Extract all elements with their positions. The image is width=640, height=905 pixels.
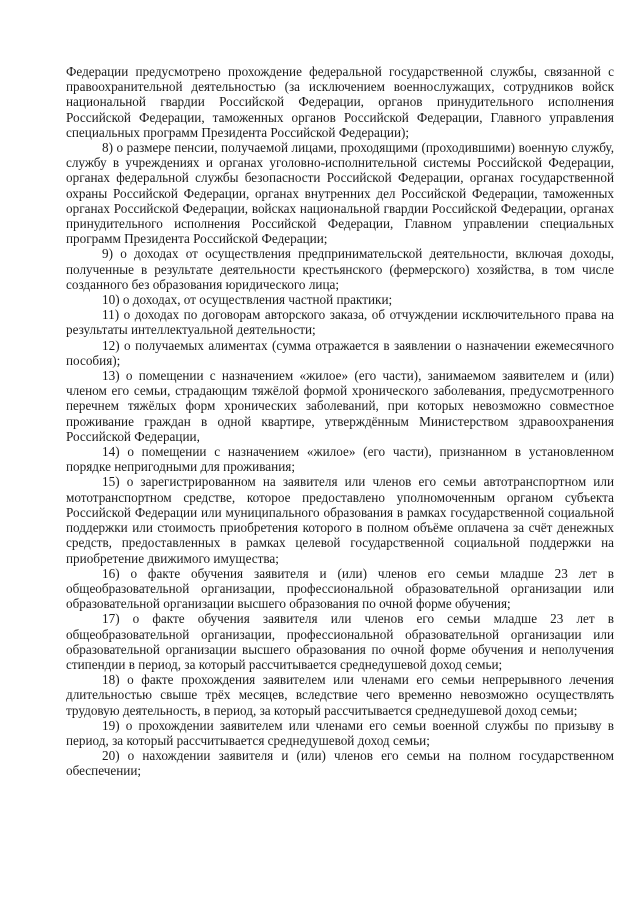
list-item-16: 16) о факте обучения заявителя и (или) членов его семьи младше 23 лет в общеобразовательной организации, профессиональной образовательной организации или образовательной организации высшего образования по очной форме обучения; [66,565,614,612]
list-item-20: 20) о нахождении заявителя и (или) членов его семьи на полном государственном обеспечении; [66,748,614,779]
list-item-8: 8) о размере пенсии, получаемой лицами, проходящими (проходившими) военную службу, службу в учреждениях и органах уголовно-исполнительной системы Российской Федерации, органах федеральной службы безопасности Российской Федерации, органах государственной охраны Российской Федерации, органах внутренних дел Российской Федерации, таможенных органах Российской Федерации, войсках национальной гвардии Российской Федерации, органах принудительного исполнения Российской Федерации, Главном управлении специальных программ Президента Российской Федерации; [66,140,614,247]
list-item-19: 19) о прохождении заявителем или членами его семьи военной службы по призыву в период, за который рассчитывается среднедушевой доход семьи; [66,717,614,748]
list-item-12: 12) о получаемых алиментах (сумма отражается в заявлении о назначении ежемесячного пособия); [66,337,614,368]
list-item-10: 10) о доходах, от осуществления частной практики; [102,292,393,308]
list-item-13: 13) о помещении с назначением «жилое» (его части), занимаемом заявителем и (или) членом его семьи, страдающим тяжёлой формой хронического заболевания, предусмотренного перечнем тяжёлых форм хронических заболеваний, при которых невозможно совместное проживание граждан в одной квартире, утверждённым Министерством здравоохранения Российской Федерации, [66,368,614,444]
paragraph-continuation: Федерации предусмотрено прохождение федеральной государственной службы, связанной с правоохранительной деятельностью (за исключением военнослужащих, сотрудников войск национальной гвардии Российской Федерации, органов принудительного исполнения Российской Федерации, таможенных органов Российской Федерации, Главного управления специальных программ Президента Российской Федерации); [66,64,614,140]
list-item-15: 15) о зарегистрированном на заявителя или членов его семьи автотранспортном или мототранспортном средстве, которое предоставлено уполномоченным органом субъекта Российской Федерации или муниципального образования в рамках государственной социальной поддержки или стоимость приобретения которого в полном объёме оплачена за счёт денежных средств, предоставленных в рамках целевой государственной социальной поддержки на приобретение движимого имущества; [66,474,614,566]
document-page [66,64,614,779]
list-item-9: 9) о доходах от осуществления предпринимательской деятельности, включая доходы, полученные в результате деятельности крестьянского (фермерского) хозяйства, в том числе созданного без образования юридического лица; [66,246,614,292]
list-item-17: 17) о факте обучения заявителя или членов его семьи младше 23 лет в общеобразовательной организации, профессиональной образовательной организации или образовательной организации высшего образования по очной форме обучения и неполучения стипендии в период, за который рассчитывается среднедушевой доход семьи; [66,611,614,672]
list-item-11: 11) о доходах по договорам авторского заказа, об отчуждении исключительного права на результаты интеллектуальной деятельности; [66,307,614,338]
list-item-14: 14) о помещении с назначением «жилое» (его части), признанном в установленном порядке непригодными для проживания; [66,444,614,475]
list-item-18: 18) о факте прохождения заявителем или членами его семьи непрерывного лечения длительностью свыше трёх месяцев, вследствие чего временно невозможно осуществлять трудовую деятельность, в период, за который рассчитывается среднедушевой доход семьи; [66,672,614,718]
